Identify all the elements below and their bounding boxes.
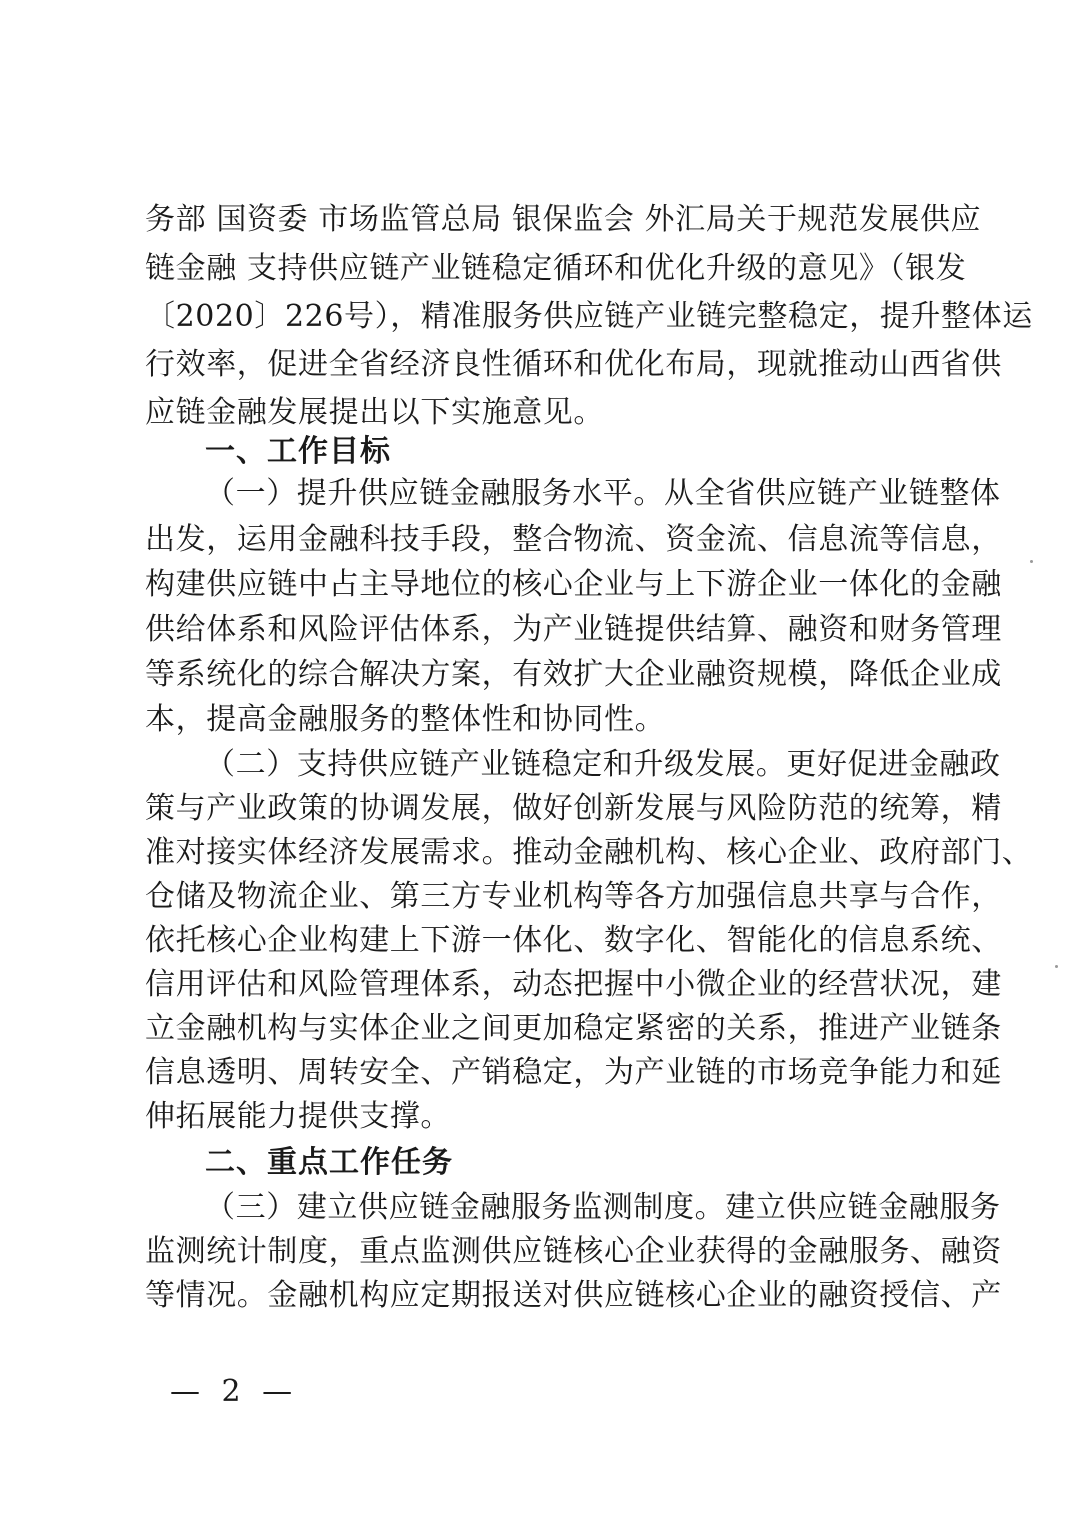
body-line-14: 策与产业政策的协调发展，做好创新发展与风险防范的统筹，精 <box>145 791 1002 826</box>
body-line-21: 伸拓展能力提供支撑。 <box>145 1099 451 1134</box>
body-line-9: 构建供应链中占主导地位的核心企业与上下游企业一体化的金融 <box>145 567 1002 602</box>
body-line-17: 依托核心企业构建上下游一体化、数字化、智能化的信息系统、 <box>145 923 1002 958</box>
body-line-23: （三）建立供应链金融服务监测制度。建立供应链金融服务 <box>205 1190 1001 1225</box>
body-line-15: 准对接实体经济发展需求。推动金融机构、核心企业、政府部门、 <box>145 835 1033 870</box>
body-line-18: 信用评估和风险管理体系，动态把握中小微企业的经营状况，建 <box>145 967 1002 1002</box>
body-line-4: 行效率，促进全省经济良性循环和优化布局，现就推动山西省供 <box>145 347 1002 382</box>
body-line-13: （二）支持供应链产业链稳定和升级发展。更好促进金融政 <box>205 747 1001 782</box>
scan-speck <box>1030 560 1033 563</box>
body-line-2: 链金融 支持供应链产业链稳定循环和优化升级的意见》（银发 <box>145 251 967 286</box>
body-line-16: 仓储及物流企业、第三方专业机构等各方加强信息共享与合作， <box>145 879 1002 914</box>
body-line-12: 本，提高金融服务的整体性和协同性。 <box>145 702 666 737</box>
scan-speck <box>1055 965 1058 968</box>
body-line-1: 务部 国资委 市场监管总局 银保监会 外汇局关于规范发展供应 <box>145 202 982 237</box>
body-line-5: 应链金融发展提出以下实施意见。 <box>145 395 604 430</box>
body-line-19: 立金融机构与实体企业之间更加稳定紧密的关系，推进产业链条 <box>145 1011 1002 1046</box>
body-line-10: 供给体系和风险评估体系，为产业链提供结算、融资和财务管理 <box>145 612 1002 647</box>
section-heading-2: 二、重点工作任务 <box>205 1145 453 1180</box>
body-line-24: 监测统计制度，重点监测供应链核心企业获得的金融服务、融资 <box>145 1234 1002 1269</box>
body-line-11: 等系统化的综合解决方案，有效扩大企业融资规模，降低企业成 <box>145 657 1002 692</box>
body-line-8: 出发，运用金融科技手段，整合物流、资金流、信息流等信息， <box>145 522 1002 557</box>
section-heading-1: 一、工作目标 <box>205 434 391 469</box>
body-line-3: 〔2020〕226号），精准服务供应链产业链完整稳定，提升整体运 <box>145 299 1033 334</box>
body-line-7: （一）提升供应链金融服务水平。从全省供应链产业链整体 <box>205 476 1001 511</box>
page-number: — 2 — <box>170 1374 299 1409</box>
body-line-25: 等情况。金融机构应定期报送对供应链核心企业的融资授信、产 <box>145 1278 1002 1313</box>
body-line-20: 信息透明、周转安全、产销稳定，为产业链的市场竞争能力和延 <box>145 1055 1002 1090</box>
